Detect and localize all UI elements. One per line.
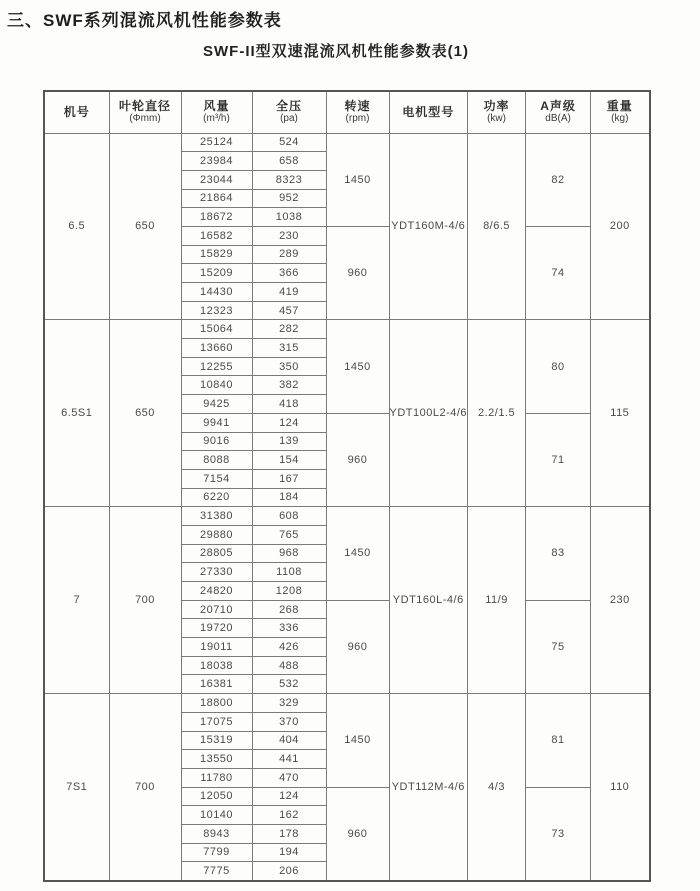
table-body bbox=[44, 133, 650, 881]
flow-cell: 24820 bbox=[181, 582, 252, 601]
pressure-cell: 457 bbox=[252, 301, 326, 320]
flow-cell: 31380 bbox=[181, 507, 252, 526]
flow-cell: 6220 bbox=[181, 488, 252, 507]
power-cell: 11/9 bbox=[468, 507, 526, 694]
flow-cell: 15829 bbox=[181, 245, 252, 264]
flow-cell: 13550 bbox=[181, 750, 252, 769]
pressure-cell: 315 bbox=[252, 339, 326, 358]
pressure-cell: 1208 bbox=[252, 582, 326, 601]
col-header-title: 转速 bbox=[344, 99, 371, 114]
speed-cell: 960 bbox=[326, 413, 389, 506]
weight-cell: 110 bbox=[591, 694, 650, 881]
pressure-cell: 178 bbox=[252, 824, 326, 843]
pressure-cell: 206 bbox=[252, 862, 326, 881]
flow-cell: 19011 bbox=[181, 638, 252, 657]
motor-model-cell: YDT112M-4/6 bbox=[389, 694, 468, 881]
flow-cell: 21864 bbox=[181, 189, 252, 208]
diameter-cell: 650 bbox=[109, 133, 181, 320]
pressure-cell: 532 bbox=[252, 675, 326, 694]
speed-cell: 960 bbox=[326, 787, 389, 880]
pressure-cell: 1038 bbox=[252, 208, 326, 227]
model-cell: 7S1 bbox=[44, 694, 109, 881]
col-header-unit: dB(A) bbox=[545, 113, 571, 125]
flow-cell: 25124 bbox=[181, 133, 252, 152]
flow-cell: 18038 bbox=[181, 656, 252, 675]
pressure-cell: 426 bbox=[252, 638, 326, 657]
model-cell: 6.5S1 bbox=[44, 320, 109, 507]
pressure-cell: 404 bbox=[252, 731, 326, 750]
col-header-title: 全压 bbox=[275, 99, 302, 114]
col-header-unit: (kg) bbox=[611, 113, 629, 125]
col-header-title: 叶轮直径 bbox=[118, 99, 171, 114]
pressure-cell: 329 bbox=[252, 694, 326, 713]
page-title: 三、SWF系列混流风机性能参数表 bbox=[7, 11, 282, 30]
col-header-unit: (Φmm) bbox=[129, 113, 161, 125]
col-header-unit: (pa) bbox=[280, 113, 298, 125]
pressure-cell: 124 bbox=[252, 787, 326, 806]
pressure-cell: 470 bbox=[252, 768, 326, 787]
pressure-cell: 268 bbox=[252, 600, 326, 619]
flow-cell: 16381 bbox=[181, 675, 252, 694]
pressure-cell: 139 bbox=[252, 432, 326, 451]
speed-cell: 1450 bbox=[326, 507, 389, 600]
col-header-pressure bbox=[252, 91, 326, 133]
speed-cell: 1450 bbox=[326, 694, 389, 787]
sound-level-cell: 81 bbox=[526, 694, 591, 787]
col-header-title: 风量 bbox=[203, 99, 230, 114]
speed-cell: 1450 bbox=[326, 320, 389, 413]
flow-cell: 9016 bbox=[181, 432, 252, 451]
flow-cell: 17075 bbox=[181, 712, 252, 731]
motor-model-cell: YDT160M-4/6 bbox=[389, 133, 468, 320]
table-row bbox=[44, 507, 650, 526]
pressure-cell: 154 bbox=[252, 451, 326, 470]
flow-cell: 7154 bbox=[181, 469, 252, 488]
col-header-title: A声级 bbox=[540, 99, 576, 114]
weight-cell: 115 bbox=[591, 320, 650, 507]
power-cell: 8/6.5 bbox=[468, 133, 526, 320]
flow-cell: 29880 bbox=[181, 525, 252, 544]
pressure-cell: 658 bbox=[252, 152, 326, 171]
col-header-power bbox=[468, 91, 526, 133]
power-cell: 2.2/1.5 bbox=[468, 320, 526, 507]
flow-cell: 27330 bbox=[181, 563, 252, 582]
diameter-cell: 700 bbox=[109, 694, 181, 881]
table-subtitle: SWF-II型双速混流风机性能参数表(1) bbox=[203, 43, 469, 60]
flow-cell: 19720 bbox=[181, 619, 252, 638]
col-header-speed bbox=[326, 91, 389, 133]
pressure-cell: 184 bbox=[252, 488, 326, 507]
col-header-title: 重量 bbox=[606, 99, 633, 114]
flow-cell: 16582 bbox=[181, 226, 252, 245]
pressure-cell: 8323 bbox=[252, 170, 326, 189]
pressure-cell: 418 bbox=[252, 395, 326, 414]
flow-cell: 12255 bbox=[181, 357, 252, 376]
weight-cell: 230 bbox=[591, 507, 650, 694]
pressure-cell: 366 bbox=[252, 264, 326, 283]
sound-level-cell: 82 bbox=[526, 133, 591, 226]
flow-cell: 10840 bbox=[181, 376, 252, 395]
pressure-cell: 336 bbox=[252, 619, 326, 638]
pressure-cell: 230 bbox=[252, 226, 326, 245]
pressure-cell: 441 bbox=[252, 750, 326, 769]
flow-cell: 15319 bbox=[181, 731, 252, 750]
header-row bbox=[44, 91, 650, 133]
flow-cell: 28805 bbox=[181, 544, 252, 563]
speed-cell: 960 bbox=[326, 600, 389, 693]
table-row bbox=[44, 320, 650, 339]
flow-cell: 7799 bbox=[181, 843, 252, 862]
pressure-cell: 194 bbox=[252, 843, 326, 862]
col-header-title: 功率 bbox=[483, 99, 510, 114]
flow-cell: 8943 bbox=[181, 824, 252, 843]
pressure-cell: 167 bbox=[252, 469, 326, 488]
flow-cell: 7775 bbox=[181, 862, 252, 881]
pressure-cell: 1108 bbox=[252, 563, 326, 582]
table-row bbox=[44, 694, 650, 713]
model-cell: 6.5 bbox=[44, 133, 109, 320]
col-header-unit: (kw) bbox=[487, 113, 506, 125]
diameter-cell: 700 bbox=[109, 507, 181, 694]
power-cell: 4/3 bbox=[468, 694, 526, 881]
flow-cell: 23984 bbox=[181, 152, 252, 171]
pressure-cell: 419 bbox=[252, 283, 326, 302]
col-header-title: 电机型号 bbox=[402, 105, 455, 120]
speed-cell: 1450 bbox=[326, 133, 389, 226]
pressure-cell: 162 bbox=[252, 806, 326, 825]
flow-cell: 11780 bbox=[181, 768, 252, 787]
flow-cell: 15064 bbox=[181, 320, 252, 339]
model-cell: 7 bbox=[44, 507, 109, 694]
col-header-title: 机号 bbox=[63, 105, 90, 120]
pressure-cell: 608 bbox=[252, 507, 326, 526]
flow-cell: 20710 bbox=[181, 600, 252, 619]
flow-cell: 18672 bbox=[181, 208, 252, 227]
motor-model-cell: YDT160L-4/6 bbox=[389, 507, 468, 694]
sound-level-cell: 75 bbox=[526, 600, 591, 693]
pressure-cell: 488 bbox=[252, 656, 326, 675]
flow-cell: 9941 bbox=[181, 413, 252, 432]
col-header-motor bbox=[389, 91, 468, 133]
flow-cell: 8088 bbox=[181, 451, 252, 470]
col-header-flow bbox=[181, 91, 252, 133]
pressure-cell: 350 bbox=[252, 357, 326, 376]
sound-level-cell: 83 bbox=[526, 507, 591, 600]
sound-level-cell: 73 bbox=[526, 787, 591, 880]
motor-model-cell: YDT100L2-4/6 bbox=[389, 320, 468, 507]
speed-cell: 960 bbox=[326, 226, 389, 319]
pressure-cell: 124 bbox=[252, 413, 326, 432]
flow-cell: 14430 bbox=[181, 283, 252, 302]
weight-cell: 200 bbox=[591, 133, 650, 320]
col-header-sound bbox=[526, 91, 591, 133]
table-header bbox=[44, 91, 650, 133]
sound-level-cell: 71 bbox=[526, 413, 591, 506]
pressure-cell: 765 bbox=[252, 525, 326, 544]
fan-spec-table bbox=[43, 90, 651, 882]
col-header-unit: (rpm) bbox=[345, 113, 370, 125]
table-row bbox=[44, 133, 650, 152]
pressure-cell: 289 bbox=[252, 245, 326, 264]
col-header-weight bbox=[591, 91, 650, 133]
flow-cell: 12050 bbox=[181, 787, 252, 806]
pressure-cell: 370 bbox=[252, 712, 326, 731]
sound-level-cell: 74 bbox=[526, 226, 591, 319]
flow-cell: 13660 bbox=[181, 339, 252, 358]
pressure-cell: 968 bbox=[252, 544, 326, 563]
col-header-unit: (m³/h) bbox=[203, 113, 230, 125]
flow-cell: 12323 bbox=[181, 301, 252, 320]
flow-cell: 10140 bbox=[181, 806, 252, 825]
pressure-cell: 524 bbox=[252, 133, 326, 152]
col-header-diameter bbox=[109, 91, 181, 133]
flow-cell: 9425 bbox=[181, 395, 252, 414]
diameter-cell: 650 bbox=[109, 320, 181, 507]
flow-cell: 15209 bbox=[181, 264, 252, 283]
pressure-cell: 382 bbox=[252, 376, 326, 395]
sound-level-cell: 80 bbox=[526, 320, 591, 413]
flow-cell: 18800 bbox=[181, 694, 252, 713]
pressure-cell: 282 bbox=[252, 320, 326, 339]
col-header-model bbox=[44, 91, 109, 133]
flow-cell: 23044 bbox=[181, 170, 252, 189]
pressure-cell: 952 bbox=[252, 189, 326, 208]
